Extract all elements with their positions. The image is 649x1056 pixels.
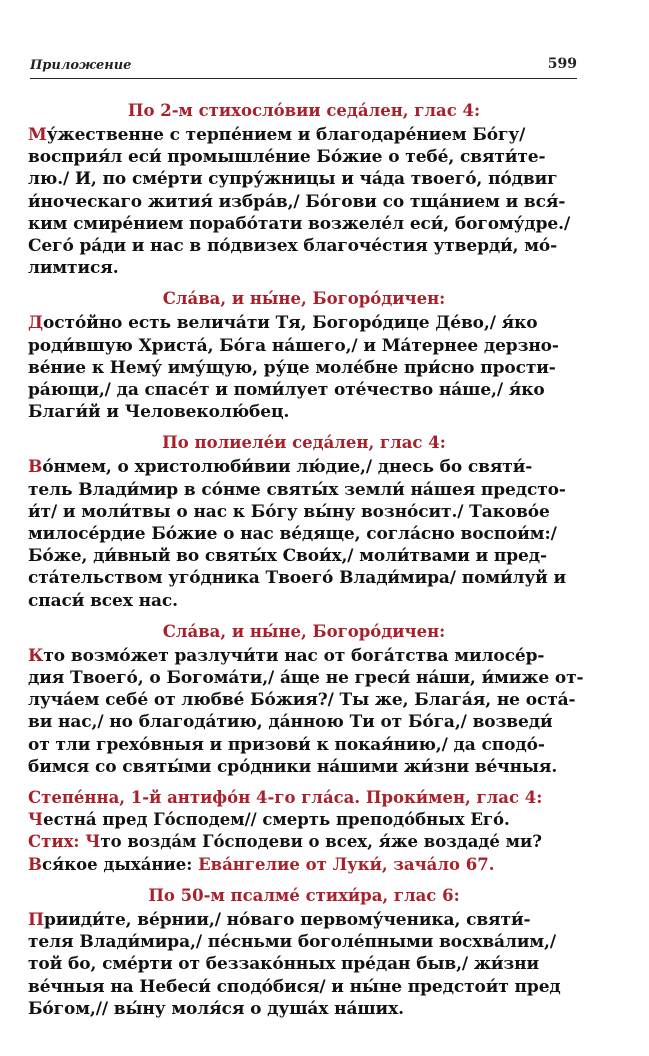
- hymn-text: [28, 909, 580, 1020]
- running-title: Приложение: [30, 58, 132, 73]
- text-line: от тли грехо́вныя и призови́ к покая́нию,/ да сподо́-: [28, 734, 545, 755]
- section-heading: По полиеле́и седа́лен, глас 4:: [162, 433, 446, 453]
- text-line: лю./ И, по сме́рти супру́жницы и ча́да твоего́, по́двиг: [28, 169, 558, 190]
- page-number: 599: [547, 56, 577, 72]
- drop-cap: П: [28, 909, 44, 930]
- text-line: Му́жественне с терпе́нием и благодаре́нием Бо́гу/: [28, 125, 526, 145]
- text-line: ста́тельством уго́дника Твоего́ Влади́мира/ поми́луй и: [28, 568, 566, 589]
- text-line: милосе́рдие Бо́жие о нас ве́дяще, согла́сно воспои́м:/: [28, 524, 557, 545]
- text-line: Кто возмо́жет разлучи́ти нас от бога́тства милосе́р-: [28, 645, 545, 666]
- page-header: [30, 54, 577, 79]
- text-line: бимся со святы́ми сро́дники на́шими жи́зни ве́чныя.: [28, 756, 558, 777]
- text-line: Бо́же, ди́вный во святы́х Свои́х,/ моли́твами и пред-: [28, 546, 547, 567]
- antiphon-rubric: Степе́нна, 1-й антифо́н 4-го гла́са. Проки́мен, глас 4:: [28, 788, 543, 808]
- hymn-section: [28, 100, 580, 279]
- text-line: Во́нмем, о христолюби́вии лю́дие,/ днесь бо святи́-: [28, 457, 533, 478]
- stich-verse: Стих: Что возда́м Го́сподеви о всех, я́же воздаде́ ми?: [28, 832, 542, 852]
- text-line: роди́вшую Христа́, Бо́га на́шего,/ и Ма́тернее дерзно-: [28, 335, 559, 356]
- text-line: лимтися.: [28, 258, 119, 279]
- hymn-section: [28, 288, 580, 423]
- section-heading: По 2-м стихосло́вии седа́лен, глас 4:: [127, 101, 481, 120]
- text-line: дия Твоего́, о Богома́ти,/ а́ще не греси́ на́ши, и́миже от-: [28, 668, 584, 689]
- section-heading: По 50-м псалме́ стихи́ра, глас 6:: [148, 885, 460, 905]
- text-line: Прииди́те, ве́рнии,/ но́ваго первому́ченика, святи́-: [28, 909, 531, 930]
- hymn-text: [28, 124, 580, 279]
- drop-cap: М: [28, 125, 47, 145]
- drop-cap: В: [28, 457, 43, 478]
- gospel-reference: Вся́кое дыха́ние: Ева́нгелие от Луки́, зача́ло 67.: [28, 854, 495, 874]
- hymn-section: [28, 621, 584, 778]
- text-line: спаси́ всех нас.: [28, 590, 178, 611]
- drop-cap: К: [28, 645, 44, 666]
- prokeimenon-verse: Честна́ пред Го́сподем// смерть преподо́бных Его́.: [28, 810, 510, 830]
- text-line: ви нас,/ но благода́тию, да́нною Ти от Бо́га,/ возведи́: [28, 712, 553, 733]
- text-line: теля Влади́мира,/ пе́сньми боголе́пными восхва́лим,/: [28, 932, 556, 953]
- text-line: Благи́й и Человеколю́бец.: [28, 402, 290, 423]
- hymn-section: [28, 432, 580, 611]
- text-line: и́ноческаго жития́ избра́в,/ Бо́гови со тща́нием и вся́-: [28, 191, 566, 212]
- prokeimenon-block: [28, 787, 580, 876]
- drop-cap: Д: [28, 313, 44, 334]
- page-content: [28, 100, 584, 1029]
- text-line: той бо, сме́рти от беззако́нных пре́дан быв,/ жи́зни: [28, 954, 540, 975]
- hymn-text: [28, 312, 580, 423]
- text-line: восприя́л еси́ промышле́ние Бо́жие о тебе́, святи́те-: [28, 147, 546, 168]
- text-line: и́т/ и моли́твы о нас к Бо́гу вы́ну возно́сит./ Таково́е: [28, 501, 550, 522]
- section-heading: Сла́ва, и ны́не, Богоро́дичен:: [162, 621, 446, 641]
- hymn-section: [28, 885, 580, 1020]
- text-line: ким смире́нием порабо́тати возжеле́л еси́, богому́дре./: [28, 213, 571, 234]
- text-line: Досто́йно есть велича́ти Тя, Богоро́дице Де́во,/ я́ко: [28, 313, 538, 334]
- text-line: тель Влади́мир в со́нме святы́х земли́ на́шея предсто-: [28, 479, 566, 500]
- text-line: ве́чныя на Небеси́ сподо́бися/ и ны́не предстои́т пред: [28, 976, 561, 997]
- hymn-text: [28, 456, 580, 611]
- text-line: Бо́гом,// вы́ну моля́ся о душа́х на́ших.: [28, 998, 404, 1019]
- text-line: луча́ем себе́ от любве́ Бо́жия?/ Ты же, Блага́я, не оста́-: [28, 690, 576, 711]
- section-heading: Сла́ва, и ны́не, Богоро́дичен:: [162, 289, 446, 309]
- text-line: ве́ние к Нему́ иму́щую, ру́це моле́бне при́сно прости-: [28, 357, 556, 378]
- hymn-text: [28, 645, 584, 778]
- text-line: Сего́ ра́ди и нас в по́двизех благоче́стия утверди́, мо́-: [28, 236, 558, 257]
- text-line: ра́ющи,/ да спасе́т и поми́лует оте́чество на́ше,/ я́ко: [28, 380, 545, 401]
